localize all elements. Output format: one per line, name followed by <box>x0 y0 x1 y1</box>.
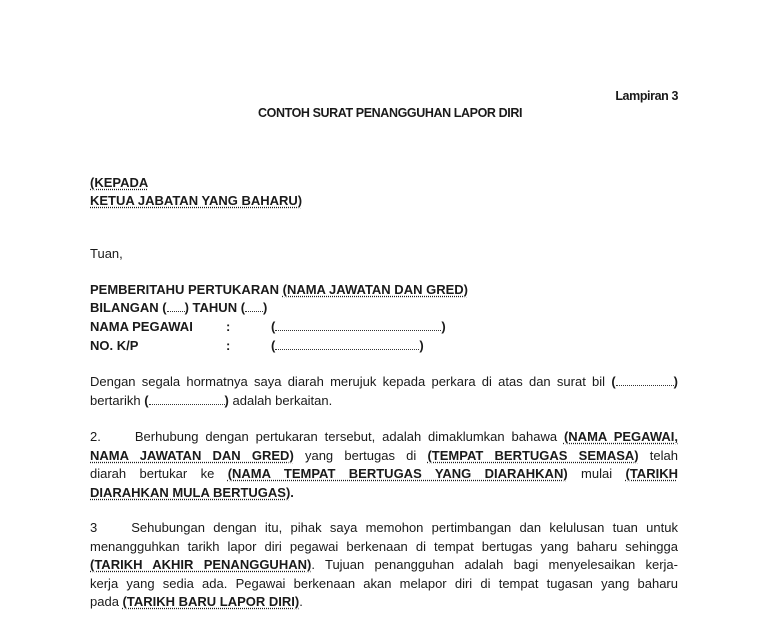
para1-text-1: Dengan segala hormatnya saya diarah merujuk kepada perkara di atas dan surat bil <box>90 374 612 389</box>
open-paren: ( <box>611 374 616 389</box>
para2-text-5: mulai <box>567 466 626 481</box>
open-paren: ( <box>271 338 276 353</box>
subject-line <box>90 281 468 299</box>
close-paren: ) <box>441 319 446 334</box>
letter-title: CONTOH SURAT PENANGGUHAN LAPOR DIRI <box>258 106 523 120</box>
paragraph-2 <box>90 428 678 502</box>
bilangan-line <box>90 299 267 317</box>
subject-position: (NAMA JAWATAN DAN GRED) <box>282 282 468 297</box>
open-paren: ( <box>144 392 149 408</box>
para2-text-1: Berhubung dengan pertukaran tersebut, adalah dimaklumkan bahawa <box>134 429 564 444</box>
para3-text-6: . <box>299 594 303 609</box>
salutation: Tuan, <box>90 246 123 261</box>
para2-bold-6: DIARAHKAN MULA BERTUGAS) <box>90 484 291 500</box>
nama-blank <box>275 318 441 331</box>
open-paren: ( <box>240 300 246 315</box>
para2-text-2: yang bertugas di <box>293 447 428 463</box>
nama-colon: : <box>226 319 231 334</box>
kp-blank <box>275 337 419 350</box>
paragraph-3 <box>90 519 678 612</box>
para2-text-6: . <box>290 484 294 500</box>
close-paren: ) <box>184 300 189 315</box>
close-paren: ) <box>263 300 268 315</box>
close-paren: ) <box>224 392 229 408</box>
para3-bold-2: (TARIKH BARU LAPOR DIRI) <box>122 594 300 609</box>
para2-text-4: diarah bertukar ke <box>90 466 228 481</box>
kp-field <box>271 337 424 355</box>
tahun-label: TAHUN <box>192 300 238 315</box>
para1-text-3: adalah berkaitan. <box>228 392 333 408</box>
para3-bold-1: (TARIKH AKHIR PENANGGUHAN) <box>90 557 312 572</box>
surat-bil-blank <box>616 373 674 386</box>
close-paren: ) <box>673 374 678 389</box>
para2-text-3: telah <box>638 447 678 463</box>
nama-pegawai-field <box>271 318 446 336</box>
open-paren: ( <box>271 319 276 334</box>
para3-number: 3 <box>90 520 98 535</box>
bilangan-label: BILANGAN <box>90 300 159 315</box>
open-paren: ( <box>162 300 167 315</box>
paragraph-1 <box>90 373 678 410</box>
para3-text-4: kerja yang sedia ada. Pegawai berkenaan akan melapor diri di tempat tugasan yang baharu <box>90 575 678 591</box>
para3-text-1: Sehubungan dengan itu, pihak saya memohon pertimbangan dan kelulusan tuan untuk <box>131 520 678 535</box>
bertarikh-blank <box>149 392 225 405</box>
attachment-label: Lampiran 3 <box>615 89 678 103</box>
para2-bold-5: (TARIKH <box>625 466 678 481</box>
para2-bold-3: (TEMPAT BERTUGAS SEMASA) <box>427 447 639 463</box>
para3-text-5: pada <box>90 594 123 609</box>
tahun-blank <box>245 299 263 312</box>
para1-text-2: bertarikh <box>90 392 145 408</box>
para3-text-2: menangguhkan tarikh lapor diri pegawai berkenaan di tempat bertugas yang baharu sehingga <box>90 538 678 554</box>
nama-pegawai-label: NAMA PEGAWAI <box>90 319 193 334</box>
para2-bold-4: (NAMA TEMPAT BERTUGAS YANG DIARAHKAN) <box>227 466 568 481</box>
recipient-line-1: (KEPADA <box>90 175 149 190</box>
subject-prefix: PEMBERITAHU PERTUKARAN <box>90 282 283 297</box>
kp-label: NO. K/P <box>90 338 139 353</box>
para2-bold-1: (NAMA PEGAWAI, <box>563 429 678 444</box>
para2-number: 2. <box>90 429 101 444</box>
recipient-line-2: KETUA JABATAN YANG BAHARU) <box>90 193 303 208</box>
close-paren: ) <box>419 338 424 353</box>
bilangan-blank <box>167 299 185 312</box>
para3-text-3: . Tujuan penangguhan adalah bagi menyelesaikan kerja- <box>311 557 678 572</box>
kp-colon: : <box>226 338 231 353</box>
para2-bold-2: NAMA JAWATAN DAN GRED) <box>90 447 294 463</box>
